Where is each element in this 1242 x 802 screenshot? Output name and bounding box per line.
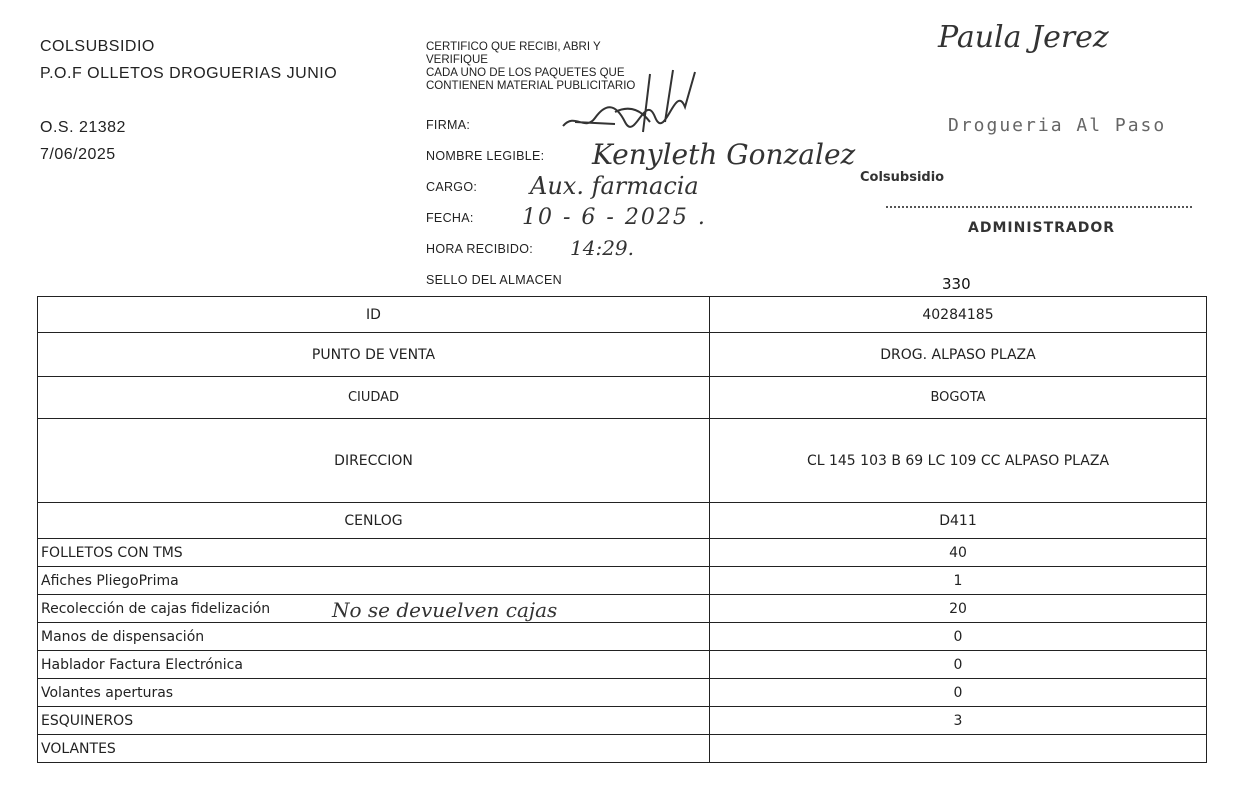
table-row <box>38 333 1207 377</box>
stamp-role: ADMINISTRADOR <box>968 220 1116 236</box>
fecha-label: FECHA: <box>426 211 474 225</box>
certification-text: CERTIFICO QUE RECIBI, ABRI Y VERIFIQUE CADA UNO DE LOS PAQUETES QUE CONTIENEN MATERIAL PUBLICITARIO <box>426 41 636 92</box>
cargo-value: Aux. farmacia <box>530 172 699 200</box>
row-value: DROG. ALPASO PLAZA <box>710 333 1207 377</box>
item-value: 40 <box>710 539 1207 567</box>
table-row <box>38 651 1207 679</box>
table-row <box>38 679 1207 707</box>
row-value: CL 145 103 B 69 LC 109 CC ALPASO PLAZA <box>710 419 1207 503</box>
company-name: COLSUBSIDIO <box>40 38 155 55</box>
item-label: ESQUINEROS <box>38 707 710 735</box>
table-row <box>38 419 1207 503</box>
stamp-store: Drogueria Al Paso <box>948 115 1167 136</box>
item-label: Afiches PliegoPrima <box>38 567 710 595</box>
signature-image <box>555 62 715 144</box>
table-row <box>38 377 1207 419</box>
item-label: Recolección de cajas fidelización <box>38 595 710 623</box>
table-row <box>38 735 1207 763</box>
row-value: 40284185 <box>710 297 1207 333</box>
table-row <box>38 707 1207 735</box>
document-number: 330 <box>942 275 971 293</box>
hora-label: HORA RECIBIDO: <box>426 242 533 256</box>
table-row <box>38 539 1207 567</box>
row-label: DIRECCION <box>38 419 710 503</box>
row-value: D411 <box>710 503 1207 539</box>
item-value: 0 <box>710 651 1207 679</box>
item-value: 1 <box>710 567 1207 595</box>
table-row <box>38 595 1207 623</box>
row-value: BOGOTA <box>710 377 1207 419</box>
item-label: Hablador Factura Electrónica <box>38 651 710 679</box>
hora-value: 14:29. <box>570 236 634 260</box>
handwritten-name: Paula Jerez <box>938 20 1109 55</box>
nombre-label: NOMBRE LEGIBLE: <box>426 149 545 163</box>
nombre-value: Kenyleth Gonzalez <box>592 138 856 171</box>
item-value <box>710 735 1207 763</box>
table-row <box>38 503 1207 539</box>
stamp-brand: Colsubsidio <box>860 170 945 185</box>
fecha-value: 10 - 6 - 2025 . <box>522 205 707 230</box>
table-row <box>38 623 1207 651</box>
delivery-table <box>37 296 1207 763</box>
table-row <box>38 297 1207 333</box>
project-name: P.O.F OLLETOS DROGUERIAS JUNIO <box>40 65 338 82</box>
cargo-label: CARGO: <box>426 180 478 194</box>
row-label: CENLOG <box>38 503 710 539</box>
handwritten-note: No se devuelven cajas <box>332 598 558 622</box>
firma-label: FIRMA: <box>426 118 471 132</box>
row-label: ID <box>38 297 710 333</box>
table-row <box>38 567 1207 595</box>
service-order: O.S. 21382 <box>40 119 126 136</box>
item-label: Manos de dispensación <box>38 623 710 651</box>
stamp-line <box>886 206 1192 208</box>
item-value: 0 <box>710 623 1207 651</box>
item-label: VOLANTES <box>38 735 710 763</box>
item-value: 20 <box>710 595 1207 623</box>
item-label: FOLLETOS CON TMS <box>38 539 710 567</box>
row-label: PUNTO DE VENTA <box>38 333 710 377</box>
item-label: Volantes aperturas <box>38 679 710 707</box>
sello-label: SELLO DEL ALMACEN <box>426 273 562 287</box>
row-label: CIUDAD <box>38 377 710 419</box>
document-date: 7/06/2025 <box>40 146 116 163</box>
item-value: 0 <box>710 679 1207 707</box>
item-value: 3 <box>710 707 1207 735</box>
